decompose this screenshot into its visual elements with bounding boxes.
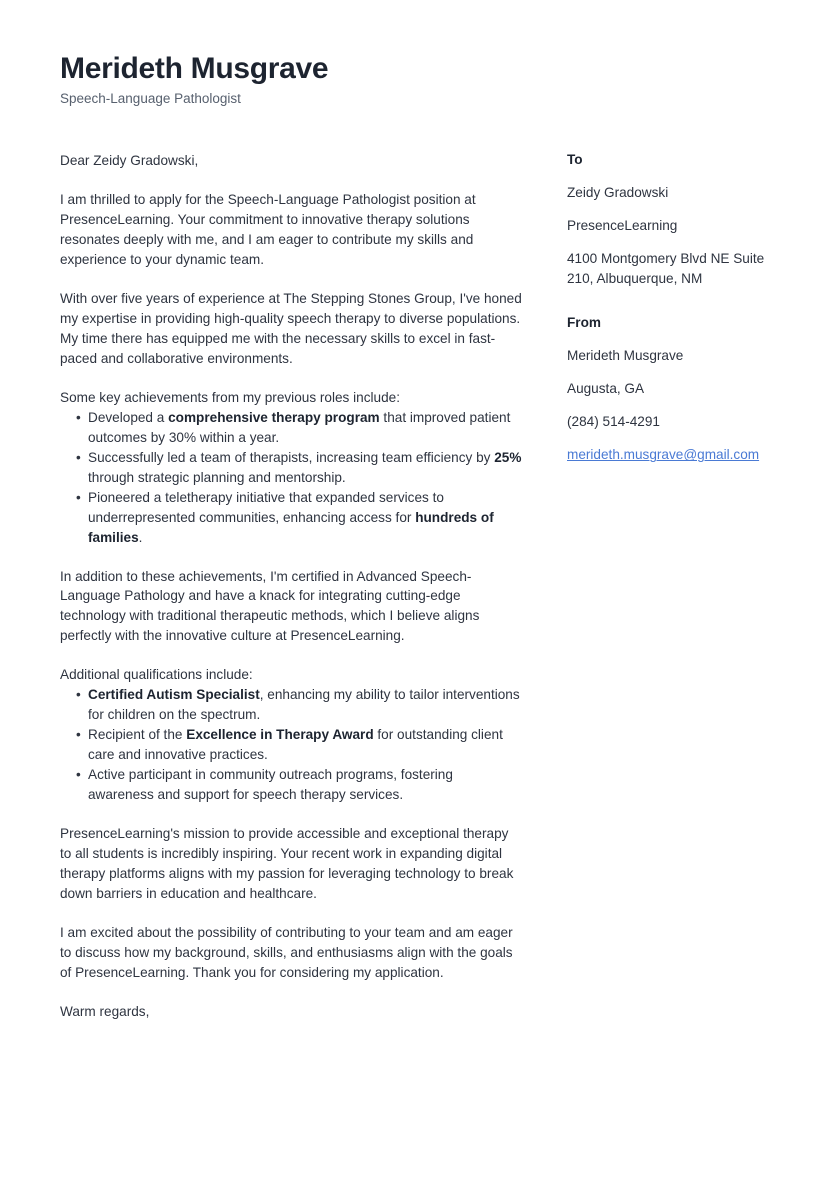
achievements-list	[60, 408, 522, 548]
certification-paragraph: In addition to these achievements, I'm certified in Advanced Speech-Language Pathology and have a knack for integrating cutting-edge technology with traditional therapeutic methods, which I believe aligns perfectly with the innovative culture at PresenceLearning.	[60, 568, 480, 644]
list-item	[60, 488, 522, 548]
achievements-intro: Some key achievements from my previous roles include:	[60, 389, 400, 405]
sender-email-line	[567, 445, 773, 464]
list-item	[60, 685, 522, 725]
achievement-highlight: hundreds of families	[88, 509, 494, 545]
qualification-text-before: Recipient of the	[88, 727, 187, 743]
qualifications-intro: Additional qualifications include:	[60, 667, 253, 683]
recipient-heading: To	[567, 152, 583, 168]
sender-block	[567, 314, 773, 465]
intro-paragraph: I am thrilled to apply for the Speech-Language Pathologist position at PresenceLearning. Your commitment to innovative therapy solutions resonates deeply with me, and I am eager to contribute my skills and experience to your dynamic team.	[60, 192, 476, 267]
qualification-text-before: Active participant in community outreach programs, fostering awareness and support for speech therapy services.	[88, 767, 453, 803]
sender-heading: From	[567, 314, 601, 330]
sender-name: Merideth Musgrave	[567, 347, 684, 363]
letter-meta-column	[522, 151, 773, 491]
experience-paragraph: With over five years of experience at The Stepping Stones Group, I've honed my expertise in providing high-quality speech therapy to diverse populations. My time there has equipped me with the necessary skills to excel in fast-paced and collaborative environments.	[60, 290, 522, 366]
recipient-company: PresenceLearning	[567, 218, 678, 234]
sign-off: Warm regards,	[60, 1003, 150, 1019]
qualifications-list	[60, 685, 522, 805]
achievement-text-before: Pioneered a teletherapy initiative that expanded services to underrepresented communities, enhancing access for	[88, 489, 444, 525]
achievement-text-before: Developed a	[88, 409, 169, 425]
achievement-text-after: that improved patient outcomes by 30% within a year.	[88, 409, 511, 445]
achievement-text-before: Successfully led a team of therapists, increasing team efficiency by	[88, 449, 495, 465]
salutation: Dear Zeidy Gradowski,	[60, 153, 199, 169]
list-item	[60, 725, 522, 765]
applicant-name: Merideth Musgrave	[60, 52, 329, 85]
closing-paragraph: I am excited about the possibility of contributing to your team and am eager to discuss how my background, skills, and enthusiasms align with the goals of PresenceLearning. Thank you for considering my application.	[60, 925, 513, 980]
letter-header	[60, 52, 773, 107]
qualification-highlight: Certified Autism Specialist	[88, 687, 260, 703]
recipient-address: 4100 Montgomery Blvd NE Suite 210, Albuquerque, NM	[567, 251, 765, 286]
achievement-text-after: through strategic planning and mentorship.	[88, 469, 346, 485]
list-item	[60, 765, 522, 805]
achievement-highlight: comprehensive therapy program	[168, 409, 380, 425]
achievement-highlight: 25%	[494, 449, 522, 465]
mission-paragraph: PresenceLearning's mission to provide accessible and exceptional therapy to all students is incredibly inspiring. Your recent work in expanding digital therapy platforms aligns with my passion for leveraging technology to break down barriers in education and healthcare.	[60, 826, 514, 902]
applicant-job-title: Speech-Language Pathologist	[60, 90, 241, 106]
sender-phone: (284) 514-4291	[567, 414, 660, 430]
sender-email-link[interactable]: merideth.musgrave@gmail.com	[567, 447, 760, 463]
achievement-text-after: .	[138, 529, 143, 545]
qualification-highlight: Excellence in Therapy Award	[186, 727, 374, 743]
qualification-text-after: for outstanding client care and innovative practices.	[88, 727, 503, 763]
list-item	[60, 408, 522, 448]
list-item	[60, 448, 522, 488]
letter-content-column	[60, 151, 522, 1041]
recipient-name: Zeidy Gradowski	[567, 184, 669, 200]
qualification-text-after: , enhancing my ability to tailor interventions for children on the spectrum.	[88, 687, 520, 723]
letter-body-columns	[60, 151, 773, 1041]
sender-location: Augusta, GA	[567, 380, 645, 396]
recipient-block	[567, 151, 773, 288]
